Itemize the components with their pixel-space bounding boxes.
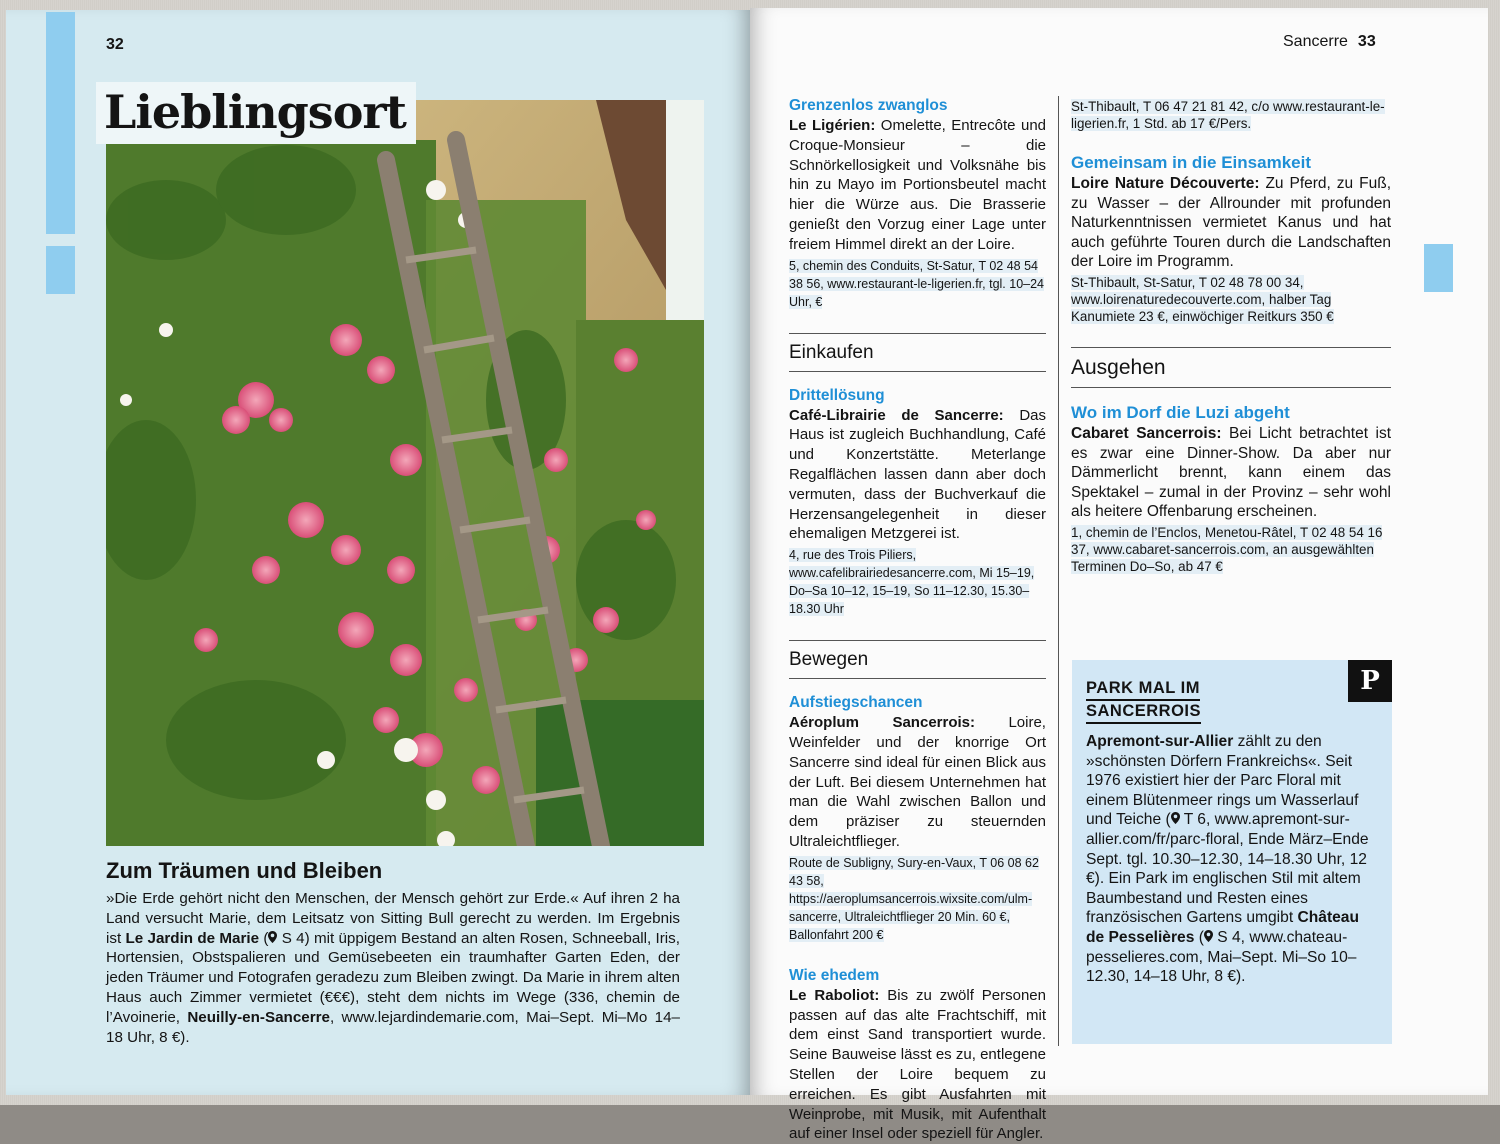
kicker: Aufstiegschancen bbox=[789, 694, 923, 712]
park-badge: P bbox=[1348, 660, 1392, 702]
kicker: Wie ehedem bbox=[789, 966, 880, 984]
map-pin-icon bbox=[268, 931, 277, 943]
page-number-left: 32 bbox=[106, 36, 124, 53]
running-head: Sancerre 33 bbox=[1283, 33, 1376, 50]
entry-info: 1, chemin de l’Enclos, Menetou-Râtel, T 02 48 54 16 37, www.cabaret-sancerrois.com, an ausgewählten Terminen Do–So, ab 47 € bbox=[1071, 524, 1383, 574]
hero-title: Lieblingsort bbox=[104, 85, 406, 139]
entry-info: St-Thibault, St-Satur, T 02 48 78 00 34, www.loirenaturedecouverte.com, halber Tag Kanumiete 23 €, einwöchiger Reitkurs 350 € bbox=[1071, 274, 1334, 324]
entry-le-raboliot: Le Raboliot: Bis zu zwölf Personen passen auf das alte Frachtschiff, mit dem einst Sand transportiert wurde. Seine Bauweise lässt es zu, entlegene Stellen der Loire bequem zu erreichen. Es gibt Ausfahrten mit Weinprobe, mit Musik, mit Aufenthalt auf einer Insel oder speziell für Angler. bbox=[789, 986, 1046, 1143]
map-pin-icon bbox=[1204, 930, 1213, 942]
park-box-title: PARK MAL IM SANCERROIS bbox=[1086, 678, 1201, 724]
map-pin-icon bbox=[1171, 812, 1180, 824]
park-info-box bbox=[1072, 660, 1392, 1044]
entry-loire-nature: Loire Nature Découverte: Zu Pferd, zu Fuß, zu Wasser – der Allrounder mit profunden Naturkenntnissen vermietet Kanus und hat auch geführte Touren durch die Landschaften der Loire im Programm. bbox=[1071, 175, 1391, 271]
entry-cafe-librairie: Café-Librairie de Sancerre: Das Haus ist zugleich Buchhandlung, Café und Konzertstätte. Meterlange Regalflächen lassen dann aber doch vermuten, dass der Buchverkauf die Herzensangelegenheit in dieser ehemaligen Metzgerei ist. bbox=[789, 406, 1046, 543]
kicker: Drittellösung bbox=[789, 386, 885, 404]
entry-aeroplum: Aéroplum Sancerrois: Loire, Weinfelder und der knorrige Ort Sancerre sind ideal für einen Blick aus der Luft. Bei diesem Unternehmen hat man die Wahl zwischen Ballon und dem präziser zu steuernden Ultraleichtflieger. bbox=[789, 714, 1046, 850]
entry-info: Route de Subligny, Sury-en-Vaux, T 06 08 62 43 58, https://aeroplumsancerrois.wixsite.com/ulm-sancerre, Ultraleichtflieger 20 Min. 60 €, Ballonfahrt 200 € bbox=[789, 855, 1039, 942]
park-box-body: Apremont-sur-Allier zählt zu den »schönsten Dörfern Frankreichs«. Seit 1976 existiert hier der Parc Floral mit einem Blütenmeer rings um Wasserlauf und Teiche ( T 6, www.apremont-sur-allier.com/fr/parc-floral, Ende März–Ende Sept. tgl. 10.30–12.30, 14–18.30 Uhr, 12 €). Ein Park im englischen Stil mit altem Baumbestand und Resten eines französischen Gartens umgibt Château de Pesselières ( S 4, www.chateau-pesselieres.com, Mai–Sept. Mi–So 10–12.30, 14–18 Uhr, 8 €). bbox=[1086, 733, 1369, 986]
section-heading: Ausgehen bbox=[1071, 347, 1391, 388]
entry-cabaret: Cabaret Sancerrois: Bei Licht betrachtet ist es zwar eine Dinner-Show. Da aber nur Dämmerlicht brennt, kann einem das Spektakel – zumal in der Provinz – sehr wohl als heitere Offenbarung erscheinen. bbox=[1071, 424, 1392, 521]
column-a bbox=[789, 96, 1046, 1144]
entry-info: 4, rue des Trois Piliers, www.cafelibrairiedesancerre.com, Mi 15–19, Do–Sa 10–12, 15–19, So 11–12.30, 15.30–18.30 Uhr bbox=[789, 548, 1035, 617]
feature-place-name: Le Jardin de Marie bbox=[125, 929, 260, 947]
kicker: Grenzenlos zwanglos bbox=[789, 97, 948, 114]
kicker: Gemeinsam in die Einsamkeit bbox=[1071, 153, 1311, 172]
entry-info: St-Thibault, T 06 47 21 81 42, c/o www.restaurant-le-ligerien.fr, 1 Std. ab 17 €/Pers. bbox=[1071, 99, 1385, 131]
column-divider bbox=[1058, 96, 1059, 1046]
section-heading: Einkaufen bbox=[789, 333, 1046, 372]
chapter-tab-left bbox=[46, 12, 75, 234]
kicker: Wo im Dorf die Luzi abgeht bbox=[1071, 402, 1290, 422]
entry-info: 5, chemin des Conduits, St-Satur, T 02 48 54 38 56, www.restaurant-le-ligerien.fr, tgl. 10–24 Uhr, € bbox=[789, 258, 1044, 309]
chapter-tab-left-small bbox=[46, 246, 75, 294]
entry-le-ligerien: Le Ligérien: Omelette, Entrecôte und Croque-Monsieur – die Schnörkellosigkeit und Volksnähe bis hin zu Mayo im Portionsbeutel macht hier die Würze aus. Die Brasserie genießt den Vorzug einer Lage unter freiem Himmel direkt an der Loire. bbox=[789, 117, 1046, 253]
rose-garden-photo bbox=[106, 100, 704, 846]
column-b bbox=[1071, 96, 1391, 575]
section-heading: Bewegen bbox=[789, 640, 1046, 679]
page-number-right: 33 bbox=[1357, 33, 1376, 50]
feature-heading: Zum Träumen und Bleiben bbox=[106, 858, 383, 883]
feature-body: »Die Erde gehört nicht den Menschen, der Mensch gehört zur Erde.« Auf ihren 2 ha Land versucht Marie, dem Leitsatz von Sitting Bull gerecht zu werden. Im Ergebnis ist Le Jardin de Marie ( S 4) mit üppigem Bestand an alten Rosen, Schneeball, Iris, Hortensien, Obstspalieren und Gemüsebeeten ein traumhafter Garten Eden, der jeden Träumer und Fotografen geradezu zum Bleiben zwingt. Da Marie in ihrem alten Haus auch Zimmer vermietet (€€€), steht dem nichts im Wege (336, chemin de l’Avoinerie, Neuilly-en-Sancerre, www.lejardindemarie.com, Mai–Sept. Mi–Mo 14–18 Uhr, 8 €). bbox=[106, 890, 680, 1046]
chapter-tab-right bbox=[1424, 244, 1453, 292]
